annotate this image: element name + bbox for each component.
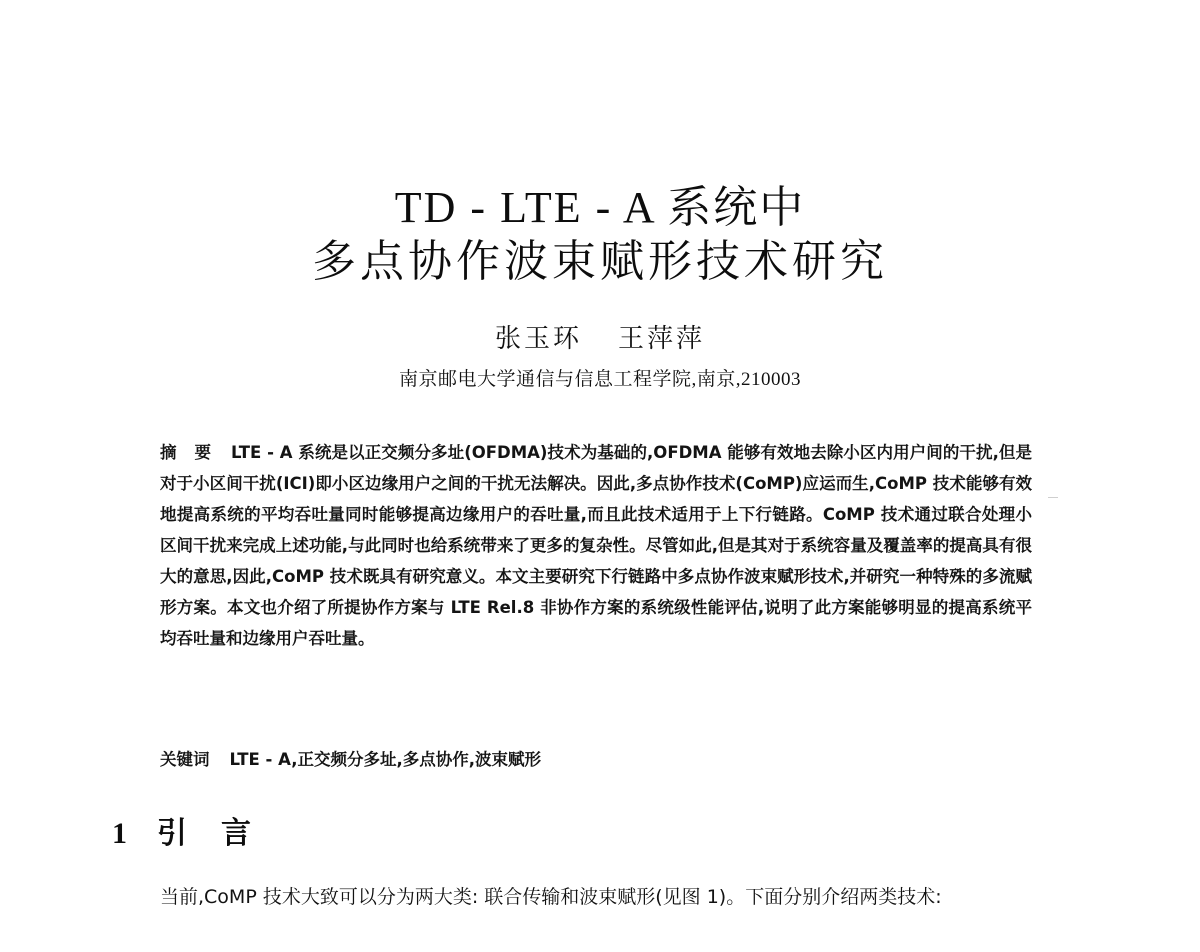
author-name: 王萍萍 [618, 324, 706, 354]
author-list [0, 322, 1200, 356]
section-title: 引言 [157, 816, 285, 851]
scan-mark [1048, 497, 1058, 498]
keywords-block [160, 745, 1032, 775]
author-affiliation: 南京邮电大学通信与信息工程学院,南京,210003 [398, 369, 801, 390]
body-paragraph: 当前,CoMP 技术大致可以分为两大类: 联合传输和波束赋形(见图 1)。下面分别介绍两类技术: [160, 886, 942, 908]
abstract-text: LTE - A 系统是以正交频分多址(OFDMA)技术为基础的,OFDMA 能够有效地去除小区内用户间的干扰,但是对于小区间干扰(ICI)即小区边缘用户之间的干扰无法解决。因此,多点协作技术(CoMP)应运而生,CoMP 技术能够有效地提高系统的平均吞吐量同时能够提高边缘用户的吞吐量,而且此技术适用于上下行链路。CoMP 技术通过联合处理小区间干扰来完成上述功能,与此同时也给系统带来了更多的复杂性。尽管如此,但是其对于系统容量及覆盖率的提高具有很大的意思,因此,CoMP 技术既具有研究意义。本文主要研究下行链路中多点协作波束赋形技术,并研究一种特殊的多流赋形方案。本文也介绍了所提协作方案与 LTE Rel.8 非协作方案的系统级性能评估,说明了此方案能够明显的提高系统平均吞吐量和边缘用户吞吐量。 [160, 443, 1032, 648]
paper-title-line-1: TD - LTE - A 系统中 [394, 183, 806, 232]
paper-title-line-2: 多点协作波束赋形技术研究 [312, 237, 888, 286]
abstract-label: 摘要 [160, 443, 229, 462]
author-name: 张玉环 [494, 324, 582, 354]
section-heading [112, 812, 285, 856]
section-number: 1 [112, 817, 127, 850]
keywords-label: 关键词 [160, 750, 210, 769]
abstract-block [160, 437, 1032, 654]
keywords-text: LTE - A,正交频分多址,多点协作,波束赋形 [229, 750, 542, 769]
